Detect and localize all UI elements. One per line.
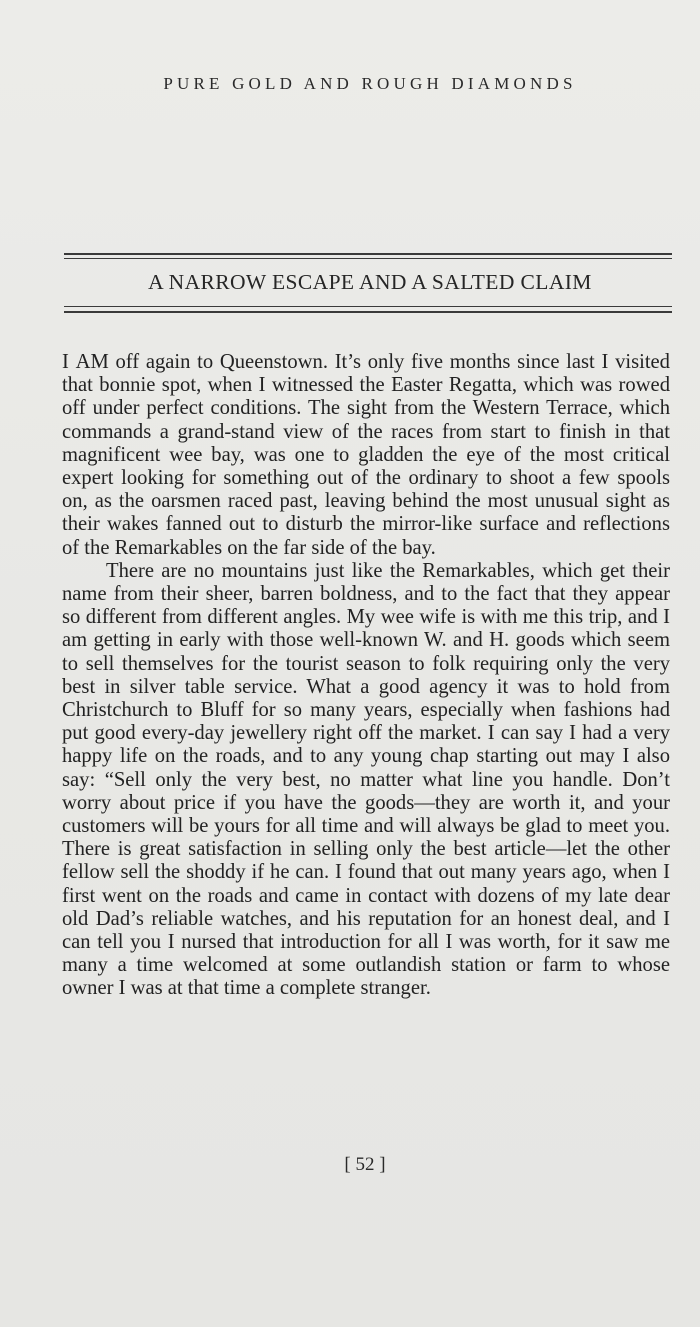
opening-word: I [62,351,69,373]
title-rule-bottom-inner [64,306,672,307]
paragraph-1 [62,351,670,560]
paragraph-1-text: off again to Queenstown. It’s only five months since last I visited that bonnie spot, when I witnessed the Easter Regatta, which was rowed off under perfect conditions. The sight from the Western Terrace, which commands a grand-stand view of the races from start to finish in that magnificent wee bay, was one to gladden the eye of the most critical expert looking for something out of the ordinary to shoot a few spools on, as the oarsmen raced past, leaving behind the most unusual sight as their wakes fanned out to disturb the mirror-like surface and reflections of the Remarkables on the far side of the bay. [62,351,670,559]
running-head: PURE GOLD AND ROUGH DIAMONDS [163,74,577,93]
title-rule-top-inner [64,258,672,259]
section-title: A NARROW ESCAPE AND A SALTED CLAIM [148,270,592,294]
paragraph-2: There are no mountains just like the Remarkables, which get their name from their sheer, barren boldness, and to the fact that they appear so different from different angles. My wee wife is with me this trip, and I am getting in early with those well-known W. and H. goods which seem to sell themselves for the tourist season to folk requiring only the very best in silver table service. What a good agency it was to hold from Christchurch to Bluff for so many years, especially when fashions had put good every-day jewellery right off the market. I can say I had a very happy life on the roads, and to any young chap starting out may I also say: “Sell only the very best, no matter what line you handle. Don’t worry about price if you have the goods—they are worth it, and your customers will be yours for all time and will always be glad to meet you. There is great satisfaction in selling only the best article—let the other fellow sell the shoddy if he can. I found that out many years ago, when I first went on the roads and came in contact with dozens of my late dear old Dad’s reliable watches, and his reputation for an honest deal, and I can tell you I nursed that introduction for all I was worth, for it saw me many a time welcomed at some outlandish station or farm to whose owner I was at that time a complete stranger. [62,559,670,1000]
opening-smallcaps: AM [75,351,109,373]
title-rule-top-outer [64,253,672,255]
page-number: [ 52 ] [344,1154,386,1175]
body-text [62,351,670,1001]
title-rule-bottom-outer [64,311,672,313]
